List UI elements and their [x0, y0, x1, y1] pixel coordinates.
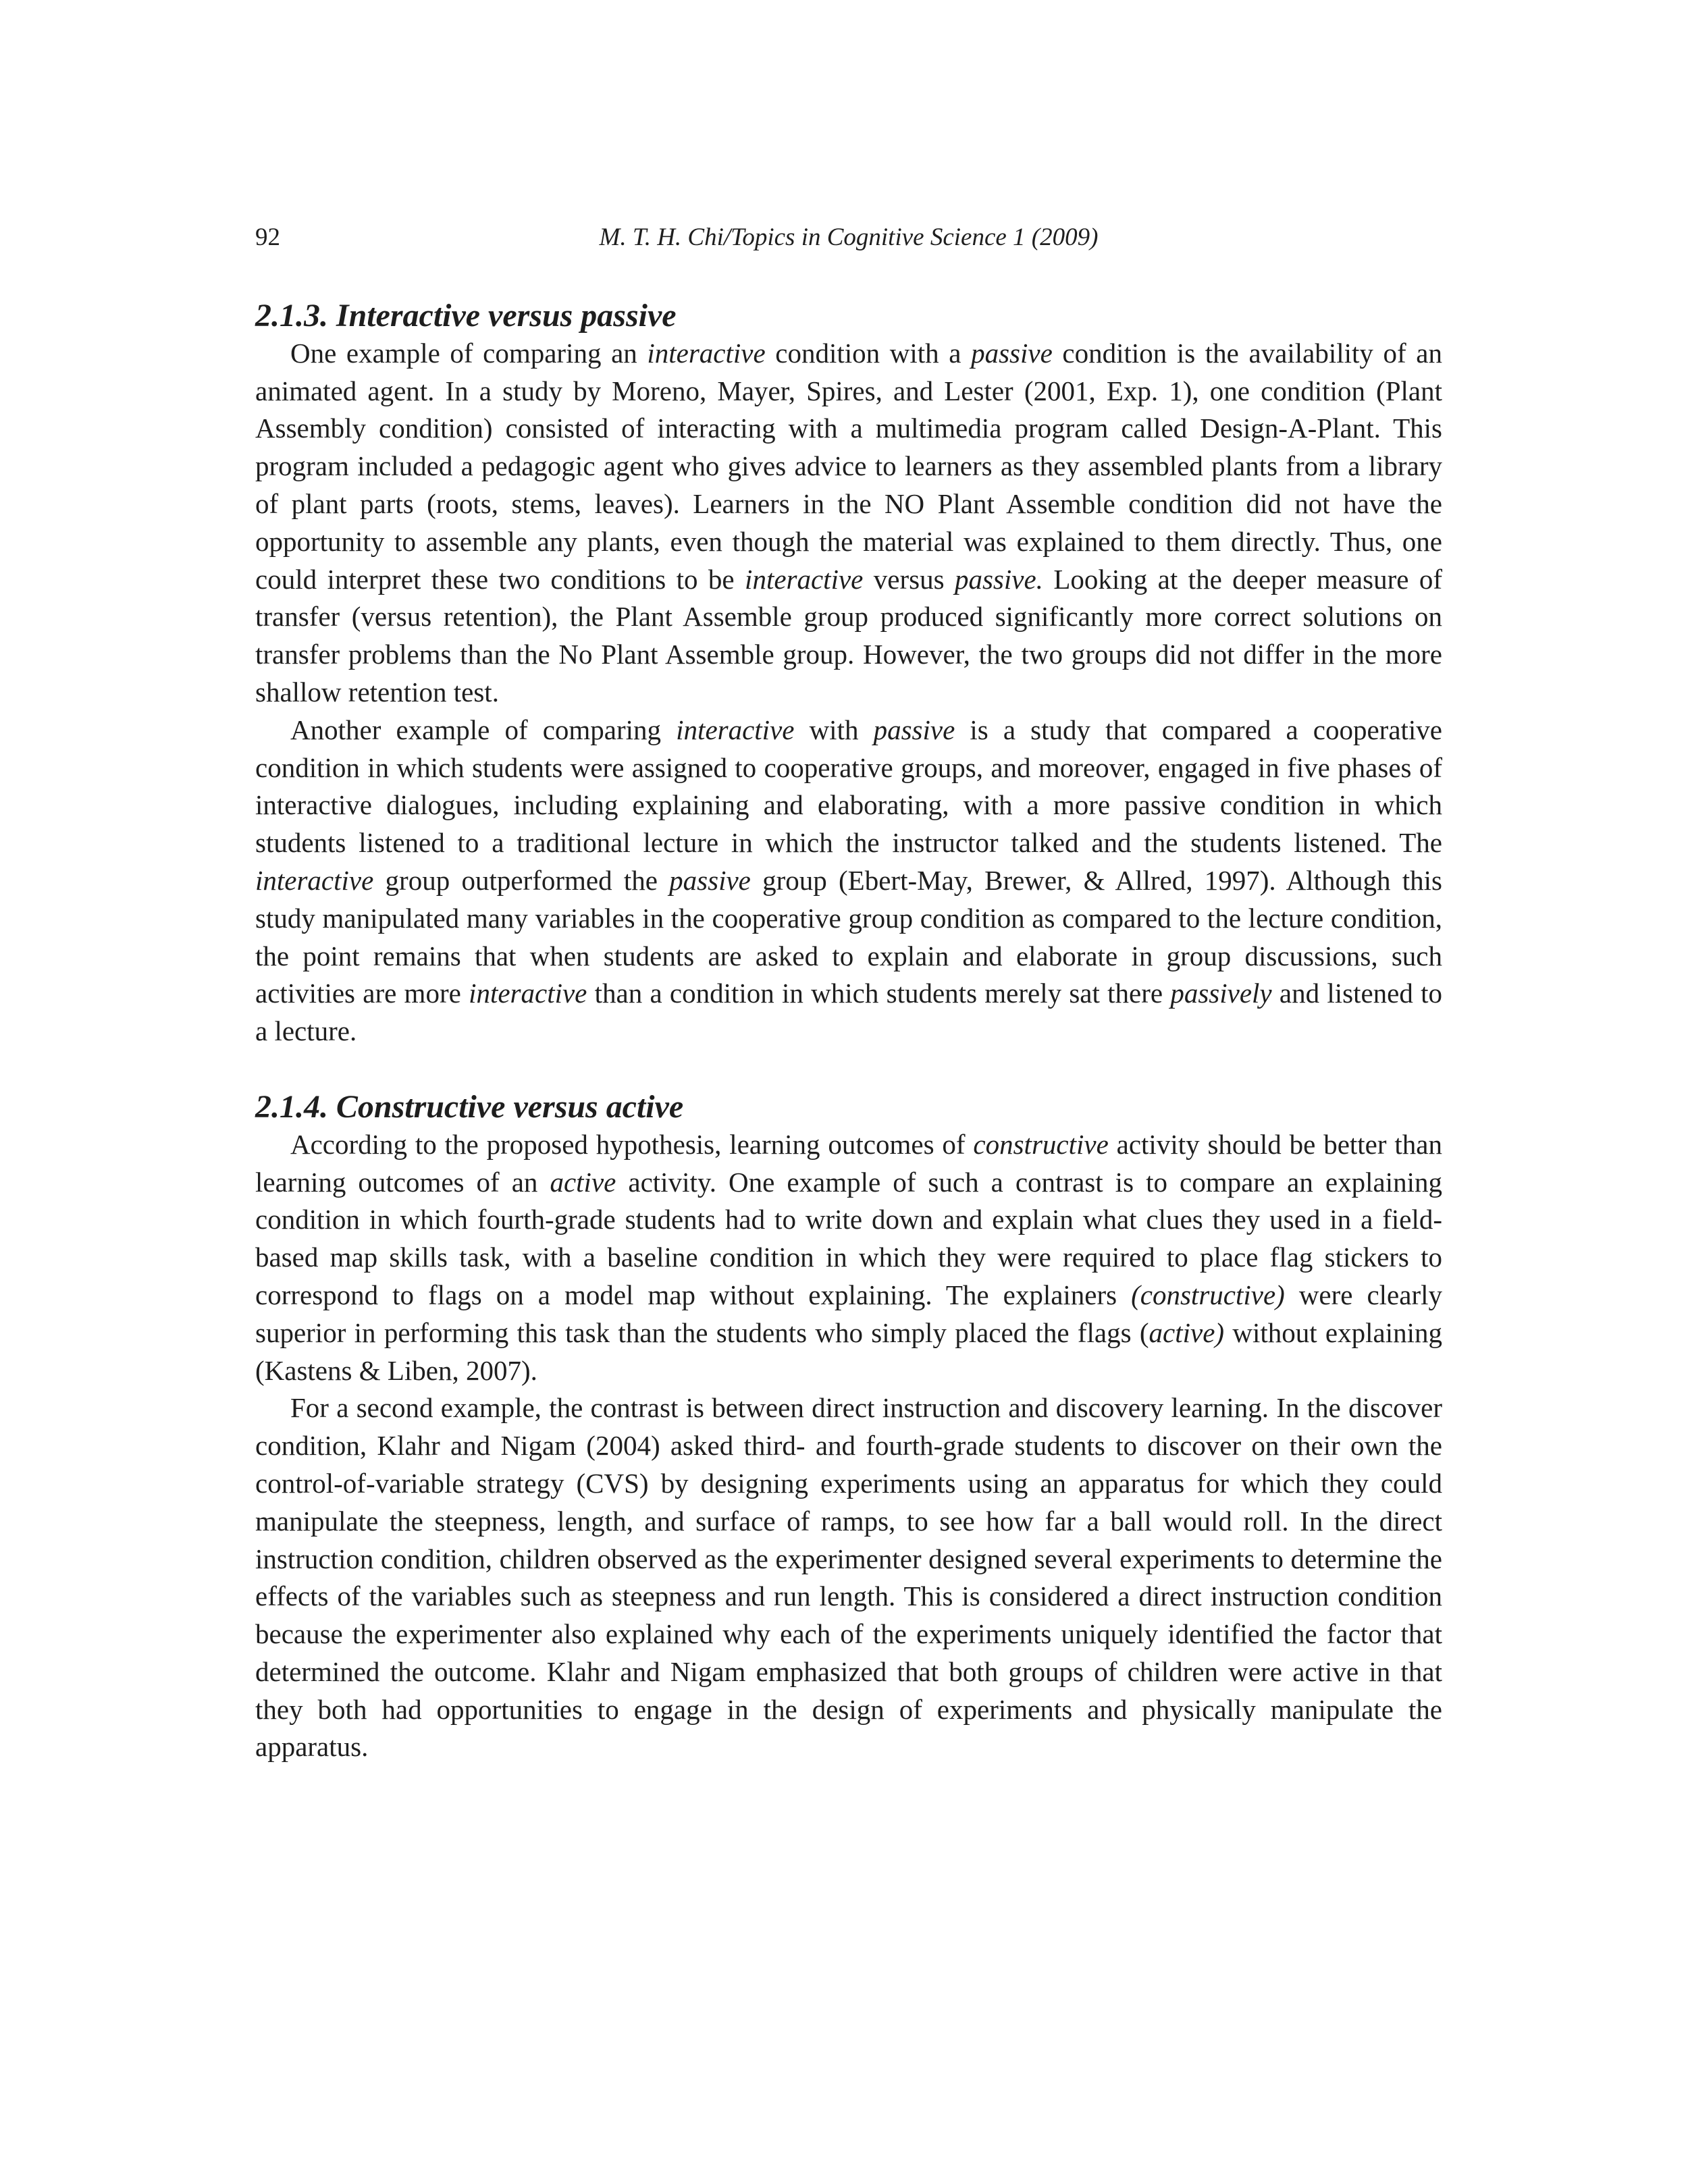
- emphasis-text: passive: [669, 864, 751, 896]
- journal-page: [255, 217, 1442, 1766]
- emphasis-text: passive.: [954, 563, 1043, 595]
- emphasis-text: (constructive): [1131, 1279, 1285, 1310]
- paragraph: Another example of comparing interactive with passive is a study that compared a cooperative condition in which students were assigned to cooperative groups, and moreover, engaged in five phases of interactive dialogues, including explaining and elaborating, with a more passive condition in which students listened to a traditional lecture in which the instructor talked and the students listened. The interactive group outperformed the passive group (Ebert-May, Brewer, & Allred, 1997). Although this study manipulated many variables in the cooperative group condition as compared to the lecture condition, the point remains that when students are asked to explain and elaborate in group discussions, such activities are more interactive than a condition in which students merely sat there passively and listened to a lecture.: [255, 714, 1443, 1047]
- paragraph: One example of comparing an interactive condition with a passive condition is the availability of an animated agent. In a study by Moreno, Mayer, Spires, and Lester (2001, Exp. 1), one condition (Plant Assembly condition) consisted of interacting with a multimedia program called Design-A-Plant. This program included a pedagogic agent who gives advice to learners as they assembled plants from a library of plant parts (roots, stems, leaves). Learners in the NO Plant Assemble condition did not have the opportunity to assemble any plants, even though the material was explained to them directly. Thus, one could interpret these two conditions to be interactive versus passive. Looking at the deeper measure of transfer (versus retention), the Plant Assemble group produced significantly more correct solutions on transfer problems than the No Plant Assemble group. However, the two groups did not differ in the more shallow retention test.: [255, 337, 1443, 708]
- emphasis-text: active: [550, 1166, 616, 1198]
- running-head: [255, 217, 1442, 258]
- emphasis-text: passive: [873, 714, 955, 745]
- emphasis-text: passive: [971, 337, 1053, 369]
- paragraph: For a second example, the contrast is between direct instruction and discovery learning. In the discover condition, Klahr and Nigam (2004) asked third- and fourth-grade students to discover on their own the control-of-variable strategy (CVS) by designing experiments using an apparatus for which they could manipulate the steepness, length, and surface of ramps, to see how far a ball would roll. In the direct instruction condition, children observed as the experimenter designed several experiments to determine the effects of the variables such as steepness and run length. This is considered a direct instruction condition because the experimenter also explained why each of the experiments uniquely identified the factor that determined the outcome. Klahr and Nigam emphasized that both groups of children were active in that they both had opportunities to engage in the design of experiments and physically manipulate the apparatus.: [255, 1392, 1442, 1763]
- page-number: 92: [255, 223, 280, 251]
- paragraph: According to the proposed hypothesis, learning outcomes of constructive activity should be better than learning outcomes of an active activity. One example of such a contrast is to compare an explaining condition in which fourth-grade students had to write down and explain what clues they used in a field-based map skills task, with a baseline condition in which they were required to place flag stickers to correspond to flags on a model map without explaining. The explainers (constructive) were clearly superior in performing this task than the students who simply placed the flags (active) without explaining (Kastens & Liben, 2007).: [255, 1128, 1443, 1386]
- emphasis-text: interactive: [255, 864, 374, 896]
- emphasis-text: interactive: [469, 978, 587, 1009]
- emphasis-text: constructive: [973, 1128, 1109, 1160]
- emphasis-text: active): [1149, 1316, 1225, 1348]
- section-heading-constructive-active: 2.1.4. Constructive versus active: [255, 1088, 684, 1125]
- emphasis-text: interactive: [676, 714, 795, 745]
- emphasis-text: interactive: [745, 563, 864, 595]
- emphasis-text: interactive: [647, 337, 766, 369]
- emphasis-text: passively: [1170, 978, 1272, 1009]
- running-title: M. T. H. Chi/Topics in Cognitive Science 1 (2009): [599, 223, 1099, 251]
- section-heading-interactive-passive: 2.1.3. Interactive versus passive: [255, 298, 677, 334]
